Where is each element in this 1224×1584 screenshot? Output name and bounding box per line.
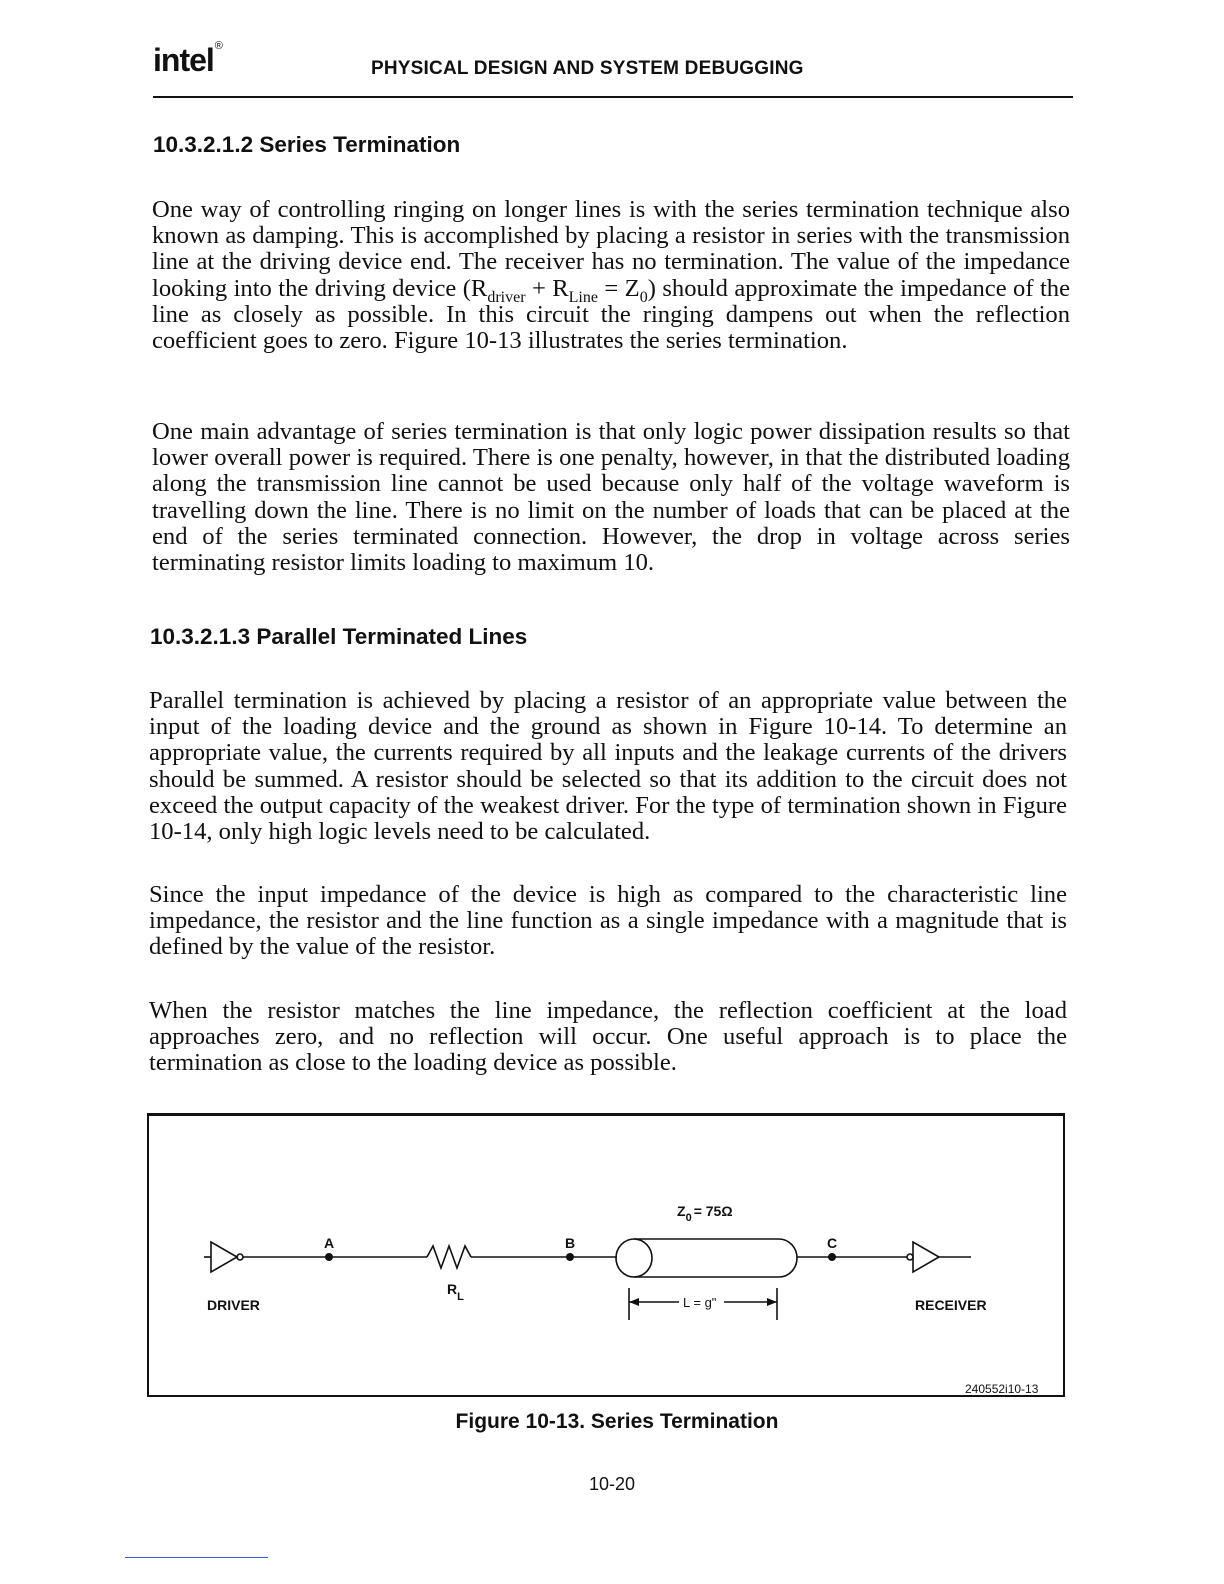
resistor-subscript: L [457, 1291, 464, 1303]
scan-artifact-line [125, 1557, 268, 1558]
receiver-input-bubble [907, 1254, 913, 1260]
logo-text: intel [153, 42, 214, 78]
driver-buffer-symbol [211, 1242, 237, 1272]
section-heading-parallel-terminated: 10.3.2.1.3 Parallel Terminated Lines [150, 624, 528, 649]
resistor-r: R [447, 1281, 458, 1297]
p1-sub-zero: 0 [639, 288, 648, 306]
p1-text-c: = Z [597, 274, 640, 302]
page-header [153, 40, 1073, 98]
impedance-z: Z [677, 1203, 686, 1219]
receiver-buffer-symbol [913, 1242, 939, 1272]
node-c-dot [828, 1253, 836, 1261]
length-arrowhead-right [767, 1298, 777, 1306]
impedance-label [677, 1203, 733, 1224]
paragraph-resistor-match: When the resistor matches the line impedance, the reflection coefficient at the load approaches zero, and no reflection will occur. One useful approach is to place the termination as close to the loading device as possible. [149, 997, 1067, 1077]
p1-text-d: ) should approximate the impedance of the line as closely as possible. In this circuit the ringing dampens out when the reflection coefficient goes to zero. Figure 10-13 illustrates the series termination. [152, 274, 1070, 355]
page-number: 10-20 [588, 1474, 636, 1494]
circuit-diagram [149, 1116, 1067, 1400]
intel-logo [153, 42, 222, 79]
paragraph-parallel-intro: Parallel termination is achieved by placing a resistor of an appropriate value between the input of the loading device and the ground as shown in Figure 10-14. To determine an appropriate value, the currents required by all inputs and the leakage currents of the drivers should be summed. A resistor should be selected so that its addition to the circuit does not exceed the output capacity of the weakest driver. For the type of termination shown in Figure 10-14, only high logic levels need to be calculated. [149, 687, 1067, 846]
paragraph-series-intro [152, 197, 1070, 354]
resistor-rl-symbol [427, 1246, 471, 1268]
node-b-label: B [565, 1235, 576, 1251]
node-a-dot [325, 1253, 333, 1261]
transmission-line-end-b [616, 1239, 652, 1277]
impedance-subscript: 0 [685, 1212, 692, 1224]
paragraph-input-impedance: Since the input impedance of the device is high as compared to the characteristic line impedance, the resistor and the line function as a single impedance with a magnitude that is defined by the value of the resistor. [149, 881, 1067, 961]
running-title: PHYSICAL DESIGN AND SYSTEM DEBUGGING [371, 58, 804, 79]
driver-label: DRIVER [207, 1297, 260, 1313]
registered-mark: ® [214, 40, 222, 53]
node-c-label: C [827, 1235, 838, 1251]
p1-sub-driver: driver [487, 288, 526, 306]
resistor-label [447, 1281, 464, 1303]
length-arrowhead-left [629, 1298, 639, 1306]
figure-id: 240552i10-13 [965, 1382, 1039, 1396]
figure-series-termination [147, 1113, 1065, 1397]
transmission-line-end-c [779, 1239, 797, 1277]
section-heading-series-termination: 10.3.2.1.2 Series Termination [153, 132, 461, 157]
paragraph-series-advantage: One main advantage of series termination is that only logic power dissipation results so that lower overall power is required. There is one penalty, however, in that the distributed loading along the transmission line cannot be used because only half of the voltage waveform is travelling down the line. There is no limit on the number of loads that can be placed at the end of the series terminated connection. However, the drop in voltage across series terminating resistor limits loading to maximum 10. [152, 418, 1070, 577]
line-length-label: L = g" [683, 1295, 717, 1310]
node-b-dot [566, 1253, 574, 1261]
node-a-label: A [324, 1235, 335, 1251]
receiver-label: RECEIVER [915, 1297, 987, 1313]
p1-text-a: One way of controlling ringing on longer lines is with the series termination technique also known as damping. This is accomplished by placing a resistor in series with the transmission line at the driving device end. The receiver has no termination. The value of the impedance looking into the driving device (R [152, 196, 1070, 302]
p1-sub-line: Line [568, 288, 598, 306]
impedance-value: = 75Ω [693, 1203, 733, 1219]
figure-caption: Figure 10-13. Series Termination [455, 1410, 779, 1433]
p1-text-b: + R [525, 274, 569, 302]
